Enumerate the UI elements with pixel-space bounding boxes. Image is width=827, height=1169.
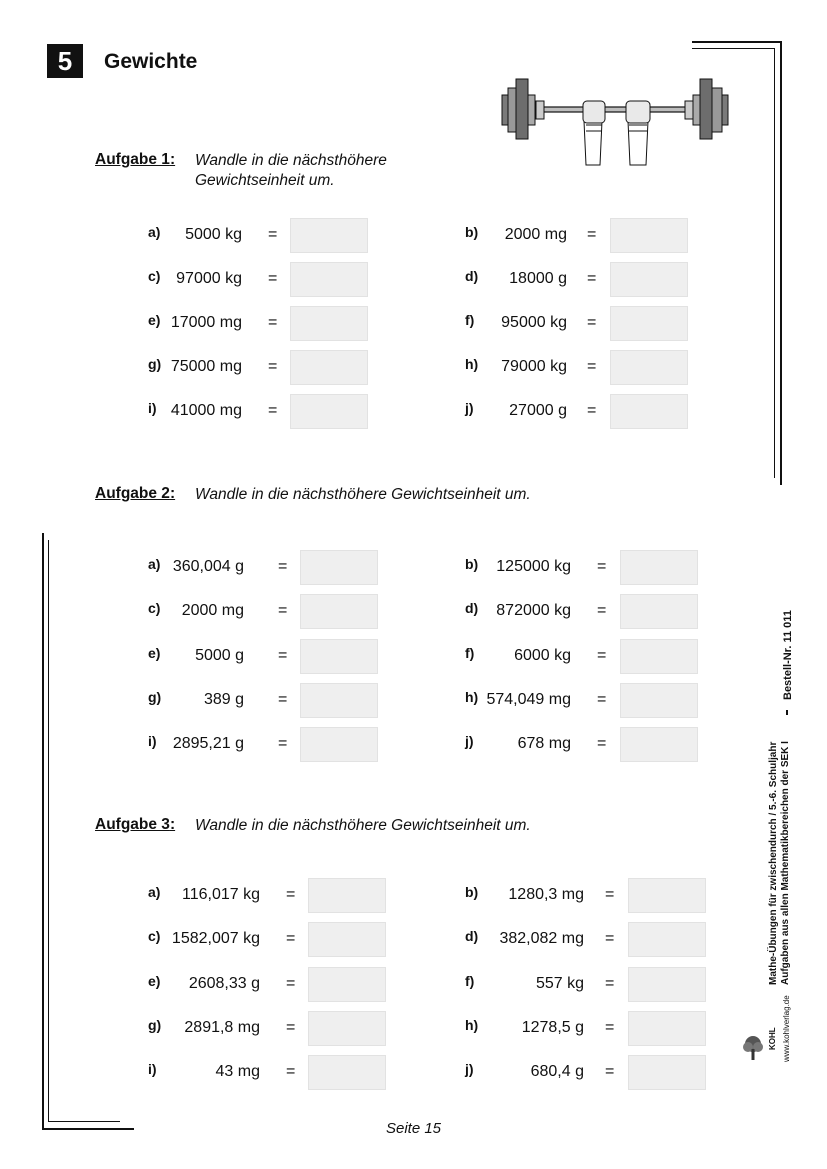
item-expression: 2000 mg xyxy=(504,226,567,243)
item-expression: 43 mg xyxy=(215,1063,260,1080)
answer-box[interactable] xyxy=(308,1011,386,1046)
item-expression: 97000 kg xyxy=(176,270,242,287)
equals-sign: = xyxy=(278,558,288,575)
answer-box[interactable] xyxy=(620,639,698,674)
item-letter: d) xyxy=(465,928,479,944)
item-expression: 5000 kg xyxy=(185,226,242,243)
equals-sign: = xyxy=(278,647,288,664)
item-expression: 95000 kg xyxy=(501,314,567,331)
equals-sign: = xyxy=(587,270,597,287)
equals-sign: = xyxy=(597,691,607,708)
equals-sign: = xyxy=(597,558,607,575)
equals-sign: = xyxy=(268,358,278,375)
item-letter: j) xyxy=(465,733,474,749)
item-letter: b) xyxy=(465,224,479,240)
answer-box[interactable] xyxy=(610,262,688,297)
answer-box[interactable] xyxy=(610,218,688,253)
item-letter: g) xyxy=(148,356,162,372)
answer-box[interactable] xyxy=(620,550,698,585)
page-number: Seite 15 xyxy=(385,1120,442,1137)
answer-box[interactable] xyxy=(300,550,378,585)
frame-top-right-inner-v xyxy=(774,48,775,478)
item-letter: f) xyxy=(465,312,475,328)
item-letter: i) xyxy=(148,1061,157,1077)
answer-box[interactable] xyxy=(628,878,706,913)
frame-top-right-inner-h xyxy=(692,48,774,49)
item-expression: 1280,3 mg xyxy=(508,886,584,903)
equals-sign: = xyxy=(286,1019,296,1036)
item-expression: 18000 g xyxy=(509,270,567,287)
answer-box[interactable] xyxy=(620,683,698,718)
equals-sign: = xyxy=(286,930,296,947)
equals-sign: = xyxy=(605,1063,615,1080)
task-1-heading: Aufgabe 1: Wandle in die nächsthöhere Gewichtseinheit um. xyxy=(95,151,387,189)
item-expression: 557 kg xyxy=(535,975,584,992)
answer-box[interactable] xyxy=(300,683,378,718)
answer-box[interactable] xyxy=(628,1011,706,1046)
item-letter: a) xyxy=(148,884,161,900)
answer-box[interactable] xyxy=(628,1055,706,1090)
task-instruction: Wandle in die nächsthöhere Gewichtseinheit um. xyxy=(195,486,531,503)
item-expression: 360,004 g xyxy=(172,558,244,575)
item-expression: 2608,33 g xyxy=(188,975,260,992)
frame-bottom-left-outer-v xyxy=(42,533,44,1130)
equals-sign: = xyxy=(605,1019,615,1036)
frame-top-right-outer-h xyxy=(692,41,782,43)
equals-sign: = xyxy=(587,402,597,419)
equals-sign: = xyxy=(278,735,288,752)
item-expression: 382,082 mg xyxy=(499,930,584,947)
item-letter: e) xyxy=(148,973,161,989)
equals-sign: = xyxy=(587,358,597,375)
worksheet-title: Gewichte xyxy=(104,50,198,73)
equals-sign: = xyxy=(278,602,288,619)
answer-box[interactable] xyxy=(308,1055,386,1090)
item-expression: 79000 kg xyxy=(501,358,567,375)
answer-box[interactable] xyxy=(620,594,698,629)
equals-sign: = xyxy=(268,402,278,419)
sidebar-series-subtitle: Aufgaben aus allen Mathematikbereichen der SEK I xyxy=(780,741,791,985)
answer-box[interactable] xyxy=(610,350,688,385)
item-letter: d) xyxy=(465,600,479,616)
item-letter: c) xyxy=(148,928,161,944)
item-expression: 75000 mg xyxy=(170,358,242,375)
task-instruction xyxy=(195,151,387,191)
item-letter: i) xyxy=(148,733,157,749)
answer-box[interactable] xyxy=(290,262,368,297)
answer-box[interactable] xyxy=(300,727,378,762)
item-letter: a) xyxy=(148,556,161,572)
answer-box[interactable] xyxy=(308,878,386,913)
item-letter: j) xyxy=(465,400,474,416)
item-expression: 17000 mg xyxy=(170,314,242,331)
item-letter: i) xyxy=(148,400,157,416)
sidebar-dash xyxy=(786,710,788,715)
barbell-illustration xyxy=(500,75,732,167)
answer-box[interactable] xyxy=(628,922,706,957)
item-expression: 2000 mg xyxy=(181,602,244,619)
item-letter: c) xyxy=(148,268,161,284)
item-expression: 27000 g xyxy=(509,402,567,419)
equals-sign: = xyxy=(597,735,607,752)
item-letter: c) xyxy=(148,600,161,616)
equals-sign: = xyxy=(605,930,615,947)
item-expression: 116,017 kg xyxy=(182,886,260,903)
item-letter: f) xyxy=(465,645,475,661)
item-expression: 389 g xyxy=(203,691,244,708)
instruction-line: Wandle in die nächsthöhere xyxy=(195,152,387,169)
sidebar-order-number: Bestell-Nr. 11 011 xyxy=(782,610,794,700)
item-letter: h) xyxy=(465,1017,479,1033)
item-expression: 125000 kg xyxy=(496,558,571,575)
answer-box[interactable] xyxy=(290,306,368,341)
publisher-tree-logo xyxy=(742,1035,764,1061)
item-expression: 5000 g xyxy=(195,647,244,664)
item-letter: a) xyxy=(148,224,161,240)
answer-box[interactable] xyxy=(610,306,688,341)
equals-sign: = xyxy=(268,314,278,331)
item-letter: b) xyxy=(465,884,479,900)
equals-sign: = xyxy=(587,314,597,331)
answer-box[interactable] xyxy=(620,727,698,762)
item-letter: b) xyxy=(465,556,479,572)
answer-box[interactable] xyxy=(300,639,378,674)
equals-sign: = xyxy=(268,270,278,287)
answer-box[interactable] xyxy=(290,394,368,429)
equals-sign: = xyxy=(597,602,607,619)
task-label: Aufgabe 2 xyxy=(95,485,170,502)
task-label: Aufgabe 1 xyxy=(95,151,170,168)
answer-box[interactable] xyxy=(290,218,368,253)
item-expression: 680,4 g xyxy=(530,1063,584,1080)
answer-box[interactable] xyxy=(308,967,386,1002)
item-letter: j) xyxy=(465,1061,474,1077)
equals-sign: = xyxy=(597,647,607,664)
item-letter: f) xyxy=(465,973,475,989)
equals-sign: = xyxy=(268,226,278,243)
equals-sign: = xyxy=(605,975,615,992)
item-letter: g) xyxy=(148,689,162,705)
item-expression: 2895,21 g xyxy=(172,735,244,752)
item-expression: 872000 kg xyxy=(496,602,571,619)
item-letter: e) xyxy=(148,645,161,661)
equals-sign: = xyxy=(278,691,288,708)
frame-bottom-left-inner-v xyxy=(48,540,49,1122)
item-letter: h) xyxy=(465,689,479,705)
item-expression: 2891,8 mg xyxy=(184,1019,260,1036)
item-expression: 678 mg xyxy=(517,735,571,752)
item-expression: 41000 mg xyxy=(170,402,242,419)
worksheet-number: 5 xyxy=(47,44,83,78)
instruction-line: Gewichtseinheit um. xyxy=(195,172,335,189)
answer-box[interactable] xyxy=(610,394,688,429)
publisher-logo-text: KOHL xyxy=(768,1027,777,1050)
task-instruction: Wandle in die nächsthöhere Gewichtseinheit um. xyxy=(195,817,531,834)
sidebar-series-title: Mathe-Übungen für zwischendurch / 5.-6. Schuljahr xyxy=(768,741,779,985)
equals-sign: = xyxy=(605,886,615,903)
answer-box[interactable] xyxy=(290,350,368,385)
item-letter: e) xyxy=(148,312,161,328)
task-2-heading: Aufgabe 2: Wandle in die nächsthöhere Gewichtseinheit um. xyxy=(95,485,531,503)
item-expression: 574,049 mg xyxy=(486,691,571,708)
item-expression: 1278,5 g xyxy=(521,1019,584,1036)
item-letter: d) xyxy=(465,268,479,284)
publisher-website: www.kohlverlag.de xyxy=(782,995,791,1062)
equals-sign: = xyxy=(286,1063,296,1080)
equals-sign: = xyxy=(587,226,597,243)
task-3-heading: Aufgabe 3: Wandle in die nächsthöhere Gewichtseinheit um. xyxy=(95,816,531,834)
answer-box[interactable] xyxy=(300,594,378,629)
item-letter: h) xyxy=(465,356,479,372)
equals-sign: = xyxy=(286,886,296,903)
answer-box[interactable] xyxy=(628,967,706,1002)
equals-sign: = xyxy=(286,975,296,992)
item-letter: g) xyxy=(148,1017,162,1033)
item-expression: 1582,007 kg xyxy=(171,930,260,947)
frame-top-right-outer-v xyxy=(780,41,782,485)
task-label: Aufgabe 3 xyxy=(95,816,170,833)
item-expression: 6000 kg xyxy=(514,647,571,664)
answer-box[interactable] xyxy=(308,922,386,957)
